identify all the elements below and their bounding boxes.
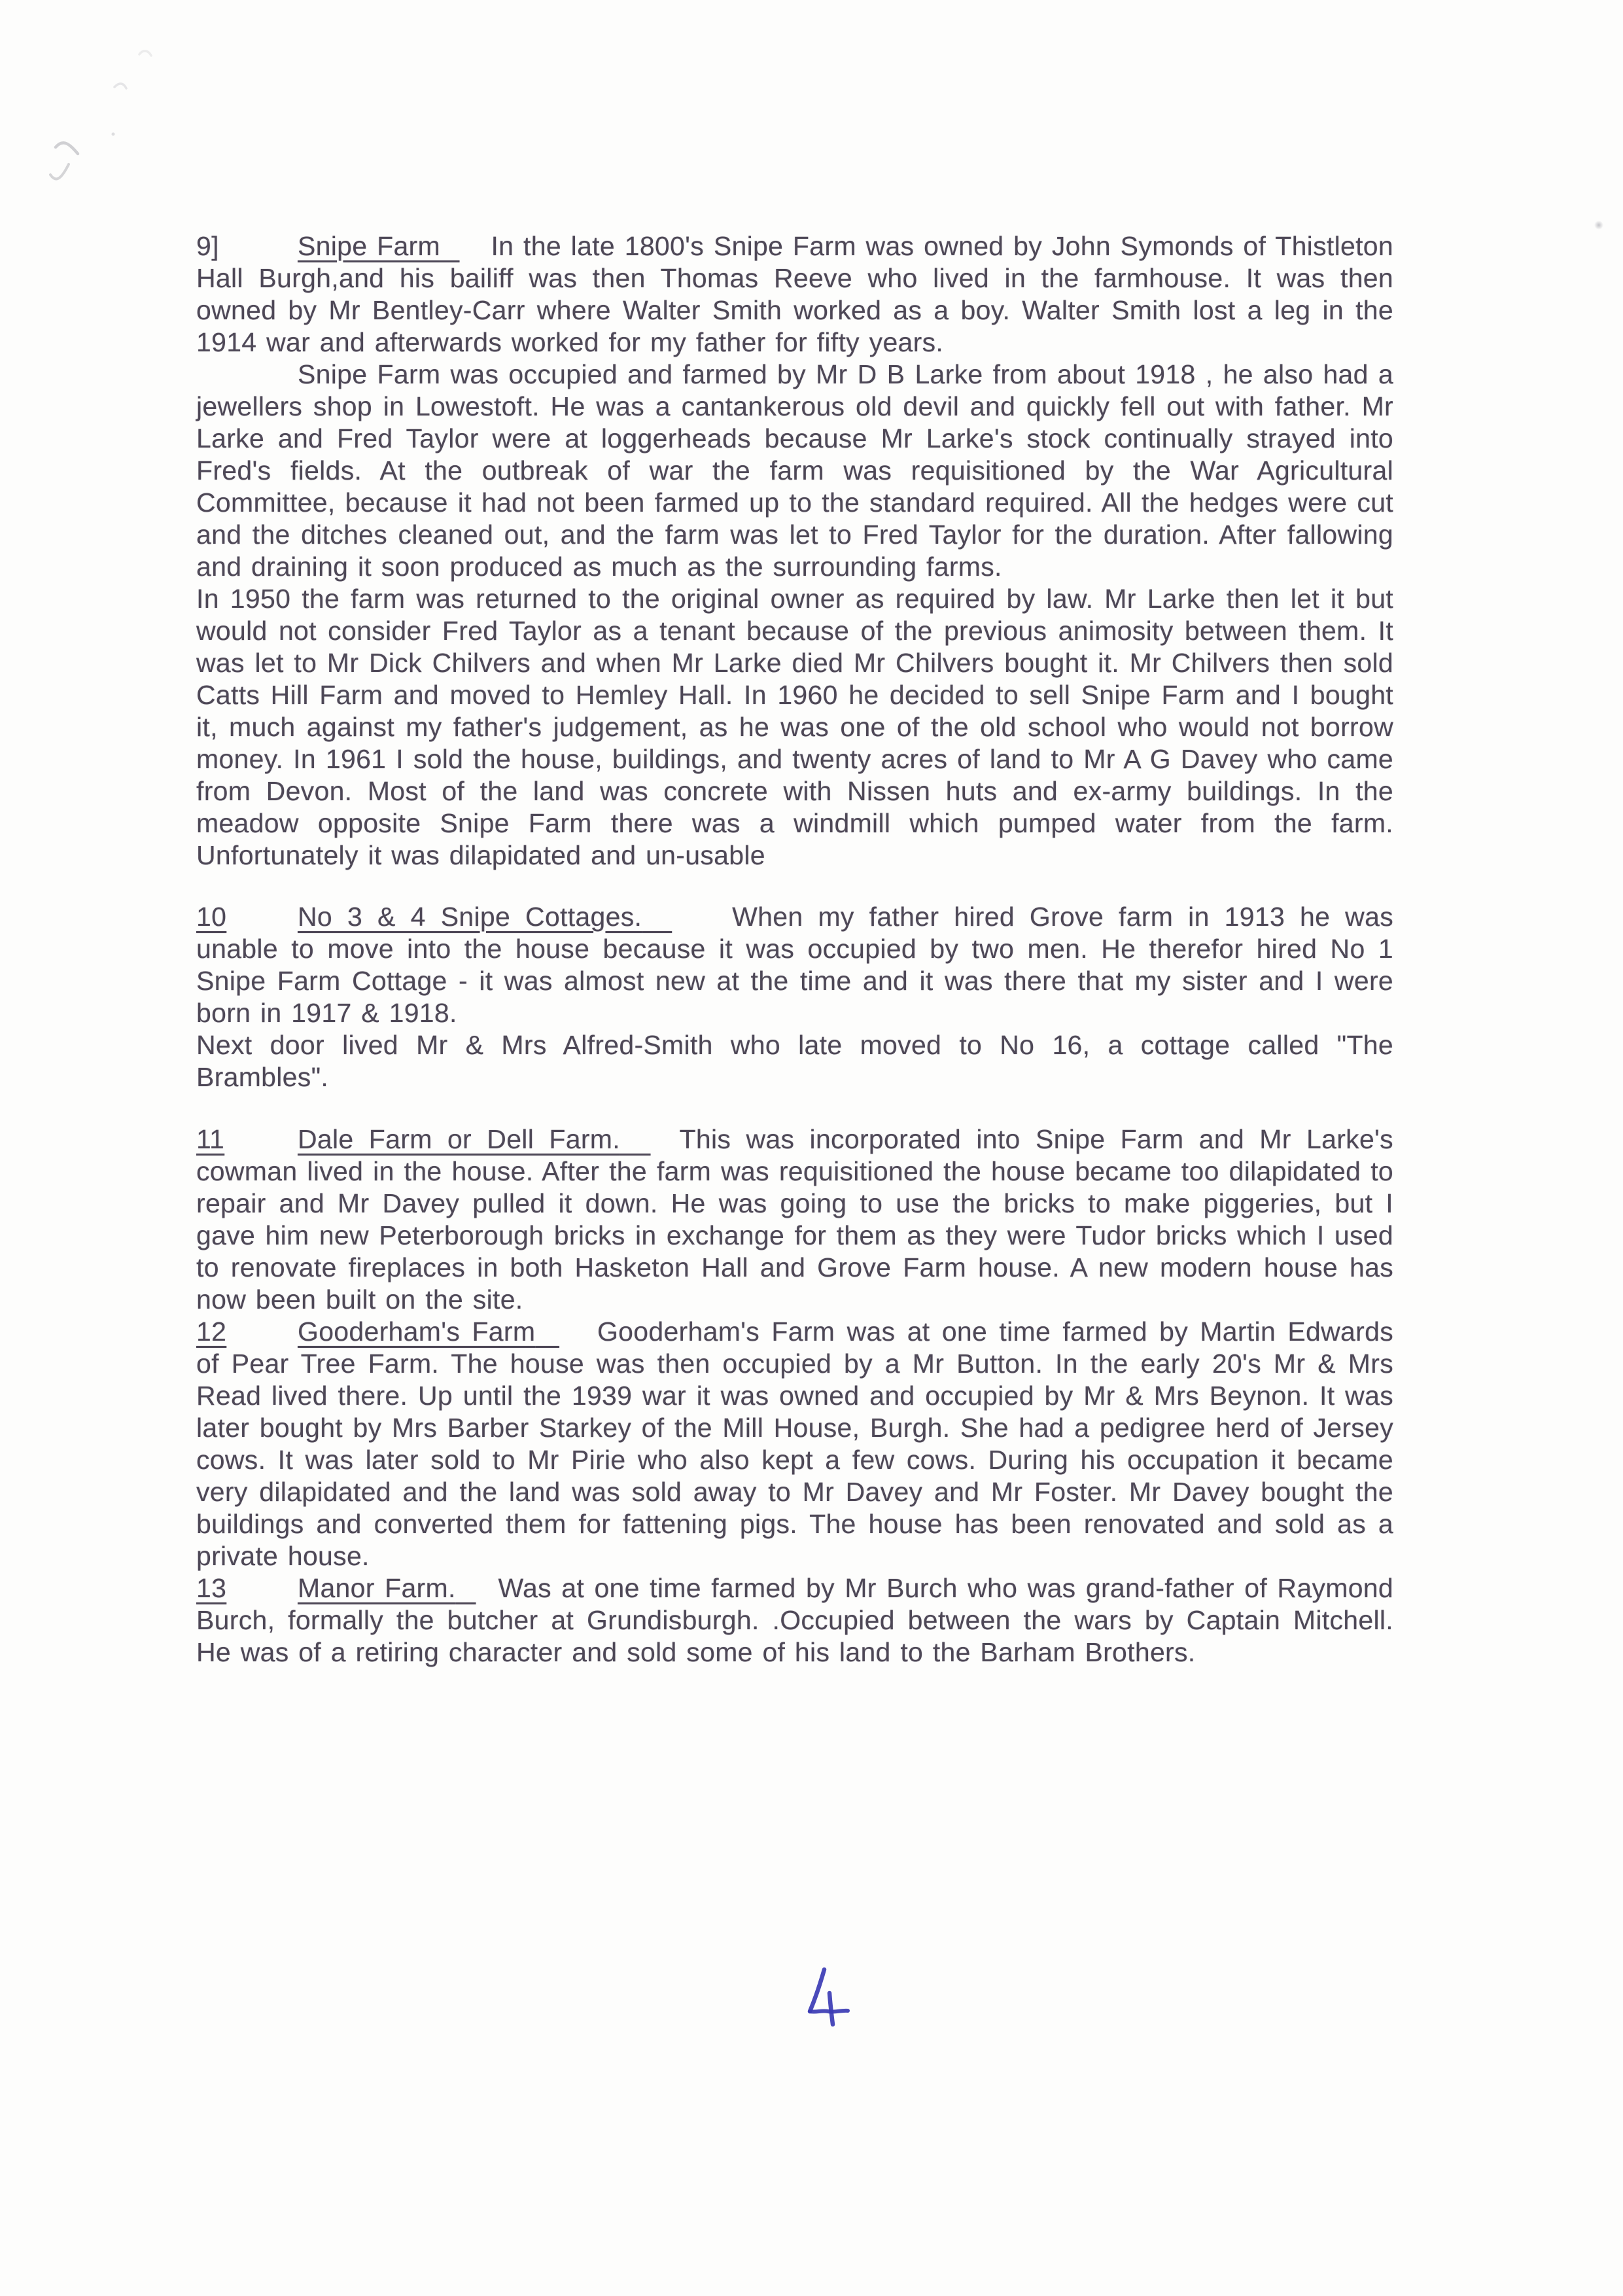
scan-speck <box>1594 221 1603 230</box>
section-body-text: Gooderham's Farm was at one time farmed by Martin Edwards of Pear Tree Farm. The house was then occupied by a Mr Button. In the early 20's Mr & Mrs Read lived there. Up until the 1939 war it was owned and occupied by Mr & Mrs Beynon. It was later bought by Mrs Barber Starkey of the Mill House, Burgh. She had a pedigree herd of Jersey cows. It was later sold to Mr Pirie who also kept a few cows. During his occupation it became very dilapidated and the land was sold away to Mr Davey and Mr Foster. Mr Davey bought the buildings and converted them for fattening pigs. The house has been renovated and sold as a private house. <box>196 1316 1393 1571</box>
section-number-label: 10 <box>196 902 227 932</box>
section-heading: Gooderham's Farm <box>298 1316 536 1347</box>
section-12-gooderhams-farm <box>196 1316 1393 1572</box>
section-number-label: 9] <box>196 231 219 261</box>
section-body-text: When my father hired Grove farm in 1913 he was unable to move into the house because it was occupied by two men. He therefor hired No 1 Snipe Farm Cottage - it was almost new at the time and it was there that my sister and I were born in 1917 & 1918. <box>196 902 1393 1028</box>
section-body-text: Was at one time farmed by Mr Burch who was grand-father of Raymond Burch, formally the butcher at Grundisburgh. .Occupied between the wars by Captain Mitchell. He was of a retiring character and sold some of his land to the Barham Brothers. <box>196 1573 1394 1667</box>
section-heading: Manor Farm. <box>298 1573 456 1603</box>
pencil-scribble-marks <box>36 36 173 200</box>
section-snipe-farm-occupied <box>196 359 1393 872</box>
section-body-text: In the late 1800's Snipe Farm was owned by John Symonds of Thistleton Hall Burgh,and his bailiff was then Thomas Reeve who lived in the farmhouse. It was then owned by Mr Bentley-Carr where Walter Smith worked as a boy. Walter Smith lost a leg in the 1914 war and afterwards worked for my father for fifty years. <box>196 231 1393 357</box>
section-number <box>196 901 298 933</box>
handwritten-4-ink-stroke <box>793 1964 871 2036</box>
paragraph <box>196 901 1393 1029</box>
section-9-snipe-farm <box>196 230 1393 359</box>
handwritten-page-number-value <box>0 0 1 1</box>
section-heading: No 3 & 4 Snipe Cottages. <box>298 902 642 932</box>
paragraph: In 1950 the farm was returned to the original owner as required by law. Mr Larke then let it but would not consider Fred Taylor as a tenant because of the previous animosity between them. It was let to Mr Dick Chilvers and when Mr Larke died Mr Chilvers bought it. Mr Chilvers then sold Catts Hill Farm and moved to Hemley Hall. In 1960 he decided to sell Snipe Farm and I bought it, much against my father's judgement, as he was one of the old school who would not borrow money. In 1961 I sold the house, buildings, and twenty acres of land to Mr A G Davey who came from Devon. Most of the land was concrete with Nissen huts and ex-army buildings. In the meadow opposite Snipe Farm there was a windmill which pumped water from the farm. Unfortunately it was dilapidated and un-usable <box>196 584 1393 870</box>
heading-gap <box>559 1340 597 1341</box>
section-10-snipe-cottages <box>196 901 1393 1093</box>
text-column <box>196 230 1393 1669</box>
paragraph: Snipe Farm was occupied and farmed by Mr D B Larke from about 1918 , he also had a jewellers shop in Lowestoft. He was a cantankerous old devil and quickly fell out with father. Mr Larke and Fred Taylor were at loggerheads because Mr Larke's stock continually strayed into Fred's fields. At the outbreak of war the farm was requisitioned by the War Agricultural Committee, because it had not been farmed up to the standard required. All the hedges were cut and the ditches cleaned out, and the farm was let to Fred Taylor for the duration. After fallowing and draining it soon produced as much as the surrounding farms. <box>196 359 1393 582</box>
section-heading: Dale Farm or Dell Farm. <box>298 1124 620 1154</box>
heading-gap <box>672 925 732 926</box>
section-heading: Snipe Farm <box>298 231 440 261</box>
section-number <box>196 1123 298 1156</box>
section-number-label: 11 <box>196 1124 225 1154</box>
section-number <box>196 1316 298 1348</box>
section-body-text: This was incorporated into Snipe Farm and Mr Larke's cowman lived in the house. After the farm was requisitioned the house became too dilapidated to repair and Mr Davey pulled it down. He was going to use the bricks to make piggeries, but I gave him new Peterborough bricks in exchange for them as they were Tudor bricks which I used to renovate fireplaces in both Hasketon Hall and Grove Farm house. A new modern house has now been built on the site. <box>196 1124 1393 1315</box>
paragraph: Next door lived Mr & Mrs Alfred-Smith who late moved to No 16, a cottage called "The Brambles". <box>196 1030 1393 1092</box>
section-13-manor-farm <box>196 1572 1393 1669</box>
section-number <box>196 1572 298 1604</box>
section-number <box>196 230 298 262</box>
section-11-dale-farm <box>196 1123 1393 1316</box>
section-number-label: 12 <box>196 1316 227 1347</box>
section-number-label: 13 <box>196 1573 227 1603</box>
